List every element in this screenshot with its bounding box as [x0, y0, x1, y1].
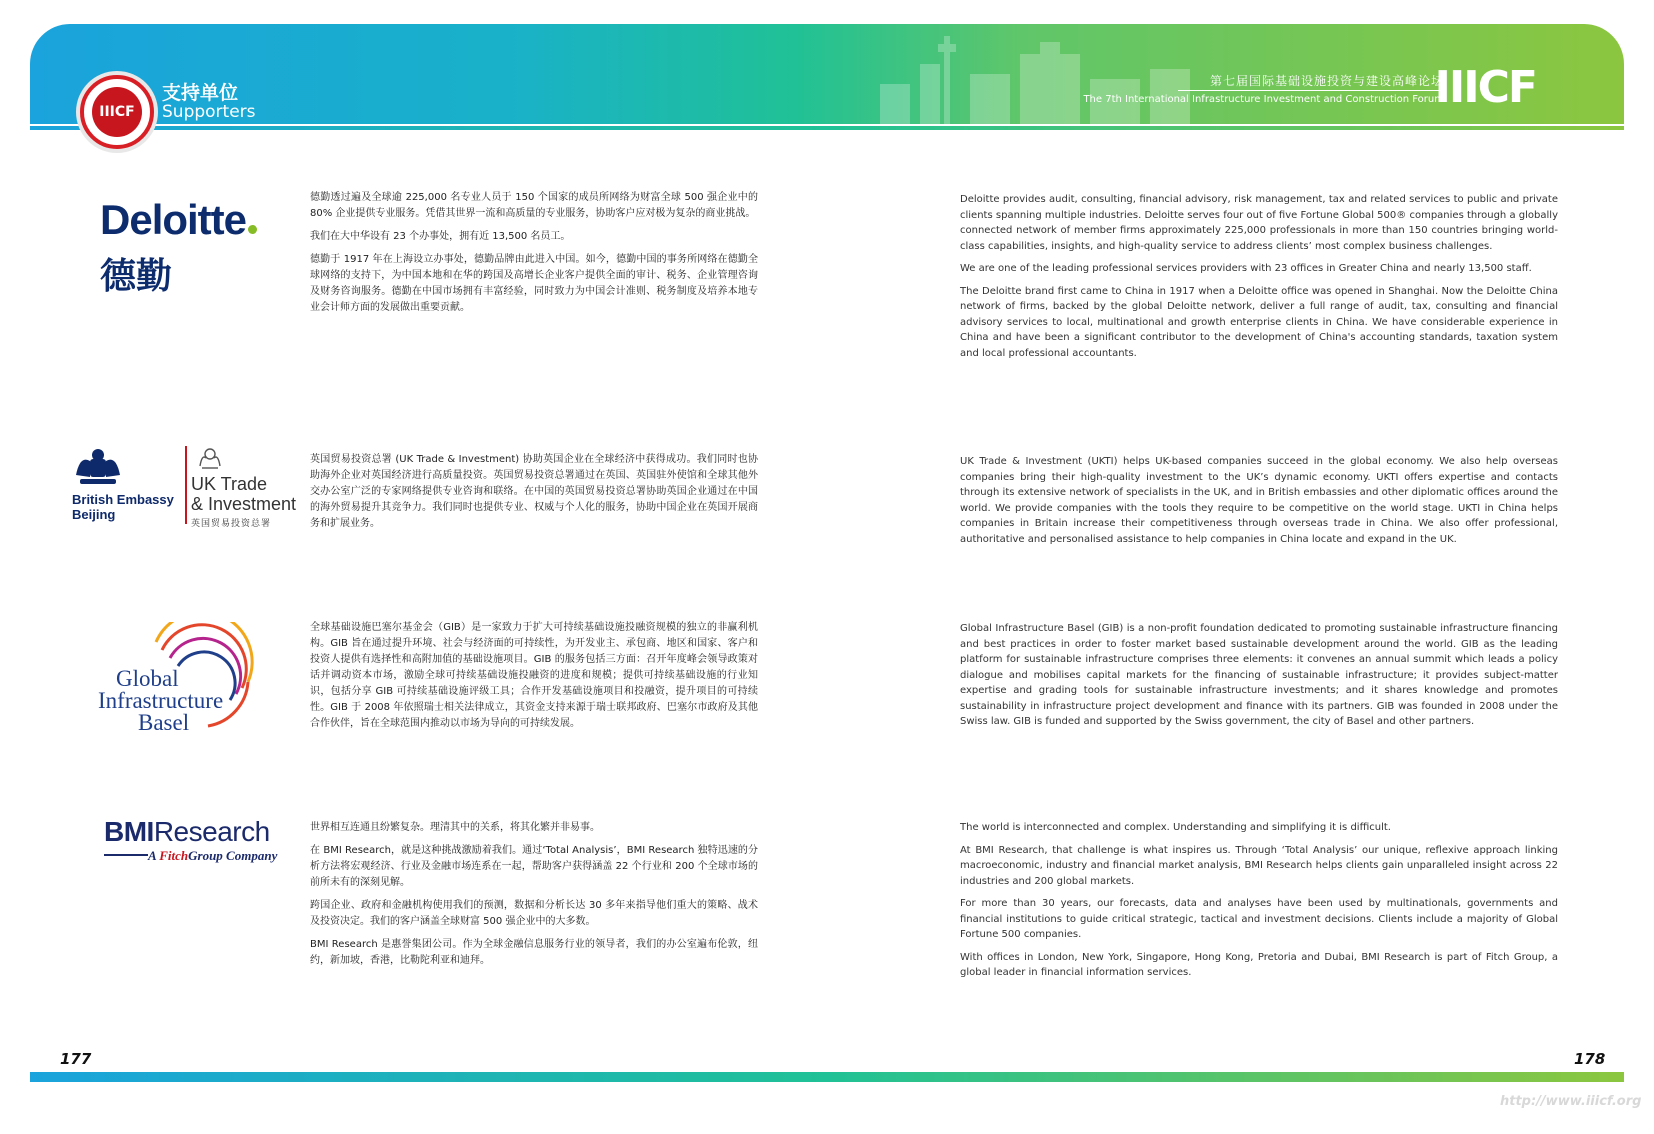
paragraph: Deloitte provides audit, consulting, financial advisory, risk management, tax and related services to public and private clients spanning multiple industries. Deloitte serves four out of five Fortune Global 500® companies through a globally connected network of member firms approximately 225,000 professionals in more than 150 countries bringing world-class capabilities, insights, and high-quality service to address clients’ most complex business challenges. [960, 194, 1558, 252]
gib-description-cn [310, 620, 758, 739]
paragraph: 跨国企业、政府和金融机构使用我们的预测，数据和分析长达 30 多年来指导他们重大的策略、战术及投资决定。我们的客户涵盖全球财富 500 强企业中的大多数。 [310, 900, 758, 927]
deloitte-description-en [960, 192, 1558, 368]
paragraph: Global Infrastructure Basel (GIB) is a non-profit foundation dedicated to promoting sustainable infrastructure financing and best practices in order to foster market based sustainable development around the world. GIB as the leading platform for sustainable infrastructure comprises three elements: it convenes an annual summit which leads a policy dialogue and mobilises capital markets for the financing of sustainable infrastructure; it provides subject-matter expertise and grading tools for sustainable infrastructure investments; and it shares knowledge and promotes sustainability in infrastructure project development and finance with its partners. GIB was founded in 2008 under the Swiss law. GIB is funded and supported by the Swiss government, the city of Basel and other partners. [960, 623, 1558, 727]
ukti-description-cn [310, 452, 758, 539]
paragraph: We are one of the leading professional services providers with 23 offices in Greater China and nearly 13,500 staff. [960, 263, 1532, 274]
forum-seal-logo [80, 75, 154, 149]
deloitte-dot-icon [248, 225, 257, 234]
header-underline [30, 126, 1624, 130]
british-embassy-label: British Embassy [72, 492, 174, 507]
deloitte-logo-cn: 德勤 [100, 256, 173, 297]
page-number-right: 178 [1574, 1050, 1606, 1068]
bmi-description-cn [310, 820, 758, 976]
fitch-group-tagline [148, 848, 277, 864]
forum-title-cn: 第七届国际基础设施投资与建设高峰论坛 [1209, 74, 1444, 88]
paragraph: BMI Research 是惠誉集团公司。作为全球金融信息服务行业的领导者，我们的办公室遍布伦敦，纽约，新加坡，香港，比勒陀利亚和迪拜。 [310, 939, 758, 966]
gib-logo-line3: Basel [138, 710, 190, 735]
bmi-research-logo [104, 816, 270, 848]
deloitte-logo-text: Deloitte [100, 196, 247, 243]
fitch-suffix: Group Company [188, 848, 278, 863]
ukti-divider [185, 446, 187, 524]
website-url: http://www.iiicf.org [1500, 1094, 1642, 1109]
paragraph: For more than 30 years, our forecasts, data and analyses have been used by multinationals, governments and financial institutions to guide critical strategic, tactical and investment decisions. Clients include a majority of Global Fortune 500 companies. [960, 898, 1558, 940]
royal-crest-icon [72, 445, 124, 487]
deloitte-logo [100, 196, 257, 244]
city-skyline-graphic [860, 24, 1220, 124]
beijing-label: Beijing [72, 507, 116, 522]
paragraph: UK Trade & Investment (UKTI) helps UK-based companies succeed in the global economy. We also help overseas companies bring their high-quality investment to the UK’s dynamic economy. UKTI offers expertise and contacts through its extensive network of specialists in the UK, and in British embassies and other diplomatic offices around the world. We provide companies with the tools they require to be competitive on the world stage. UKTI in China helps companies in Britain increase their competitiveness through overseas trade in China. We also offer professional, authoritative and personalised assistance to help companies in China locate and expand in the UK. [960, 456, 1558, 545]
paragraph: 德勤于 1917 年在上海设立办事处，德勤品牌由此进入中国。如今，德勤中国的事务所网络在德勤全球网络的支持下，为中国本地和在华的跨国及高增长企业客户提供全面的审计、税务、企业管理咨询及财务咨询服务。德勤在中国市场拥有丰富经验，同时致力为中国会计准则、税务制度及培养本地专业会计师方面的发展做出重要贡献。 [310, 254, 758, 313]
bmi-logo-research: Research [153, 816, 270, 847]
paragraph: With offices in London, New York, Singapore, Hong Kong, Pretoria and Dubai, BMI Research is part of Fitch Group, a global leader in financial information services. [960, 951, 1558, 978]
ukti-logo-line2: & Investment [191, 494, 297, 514]
paragraph: 全球基础设施巴塞尔基金会（GIB）是一家致力于扩大可持续基础设施投融资规模的独立的非赢利机构。GIB 旨在通过提升环境、社会与经济面的可持续性，为开发业主、承包商、地区和国家、客户和投资人提供有选择性和高附加值的基础设施项目。GIB 的服务包括三方面：召开年度峰会领导政策对话并调动资本市场，激励全球可持续基础设施投融资的进度和规模；提供可持续基础设施的行业知识，包括分享 GIB 可持续基础设施评级工具；合作开发基础设施项目和投融资，提升项目的可持续性。GIB 于 2008 年依照瑞士相关法律成立，其资金支持来源于瑞士联邦政府、巴塞尔市政府及其他合作伙伴，旨在全球范围内推动以市场为导向的可持续发展。 [310, 622, 758, 729]
paragraph: At BMI Research, that challenge is what inspires us. Through ‘Total Analysis’ our unique, reflexive approach linking macroeconomic, industry and financial market analysis, BMI Research helps clients gain unparalleled insight across 22 industries and 200 global markets. [960, 844, 1558, 887]
section-title-en: Supporters [162, 102, 256, 122]
iiicf-logo: IIICF [1434, 62, 1536, 113]
paragraph: The world is interconnected and complex. Understanding and simplifying it is difficult. [960, 822, 1391, 833]
gib-description-en [960, 621, 1558, 737]
fitch-prefix: A [148, 848, 160, 863]
deloitte-description-cn [310, 190, 758, 323]
ukti-description-en [960, 454, 1558, 554]
paragraph: 在 BMI Research，就是这种挑战激励着我们。通过‘Total Analysis’，BMI Research 独特迅速的分析方法将宏观经济、行业及金融市场连系在一起，帮助客户获得涵盖 22 个行业和 200 个全球市场的前所未有的深刻见解。 [310, 845, 758, 888]
paragraph: 我们在大中华设有 23 个办事处，拥有近 13,500 名员工。 [310, 231, 571, 242]
seal-text: IIICF [92, 87, 142, 137]
bmi-logo-rule [104, 854, 148, 856]
gib-logo-line2: Infrastructure [98, 688, 224, 713]
paragraph: 英国贸易投资总署 (UK Trade & Investment) 协助英国企业在全球经济中获得成功。我们同时也协助海外企业对英国经济进行高质量投资。英国贸易投资总署通过在英国、英国驻外使馆和全球其他外交办公室广泛的专家网络提供专业咨询和联络。在中国的英国贸易投资总署协助英国企业通过在中国的海外贸易提升其竞争力。我们同时也提供专业、权威与个人化的服务，协助中国企业在英国开展商务和扩展业务。 [310, 454, 758, 529]
section-title-cn: 支持单位 [162, 82, 239, 104]
bmi-description-en [960, 820, 1558, 988]
paragraph: The Deloitte brand first came to China in 1917 when a Deloitte office was opened in Shanghai. Now the Deloitte China network of firms, backed by the global Deloitte network, deliver a full range of audit, tax, consulting and financial advisory services to local, multinational and growth enterprise clients in China. We have considerable experience in China and have been a significant contributor to the development of China's accounting standards, taxation system and local professional accountants. [960, 285, 1558, 359]
gib-logo-line1: Global [116, 666, 179, 691]
fitch-name: Fitch [159, 848, 189, 863]
ukti-crest-icon [196, 446, 224, 470]
ukti-logo-cn: 英国贸易投资总署 [191, 519, 272, 529]
forum-title-en: The 7th International Infrastructure Investment and Construction Forum [1083, 94, 1444, 105]
forum-title-rule [1178, 90, 1444, 91]
page-number-left: 177 [60, 1050, 92, 1068]
paragraph: 世界相互连通且纷繁复杂。理清其中的关系，将其化繁并非易事。 [310, 822, 600, 833]
paragraph: 德勤透过遍及全球逾 225,000 名专业人员于 150 个国家的成员所网络为财富全球 500 强企业中的 80% 企业提供专业服务。凭借其世界一流和高质量的专业服务，协助客户应对极为复杂的商业挑战。 [310, 192, 758, 219]
footer-bar [30, 1072, 1624, 1082]
bmi-logo-bold: BMI [104, 816, 154, 847]
ukti-logo-line1: UK Trade [191, 474, 268, 494]
